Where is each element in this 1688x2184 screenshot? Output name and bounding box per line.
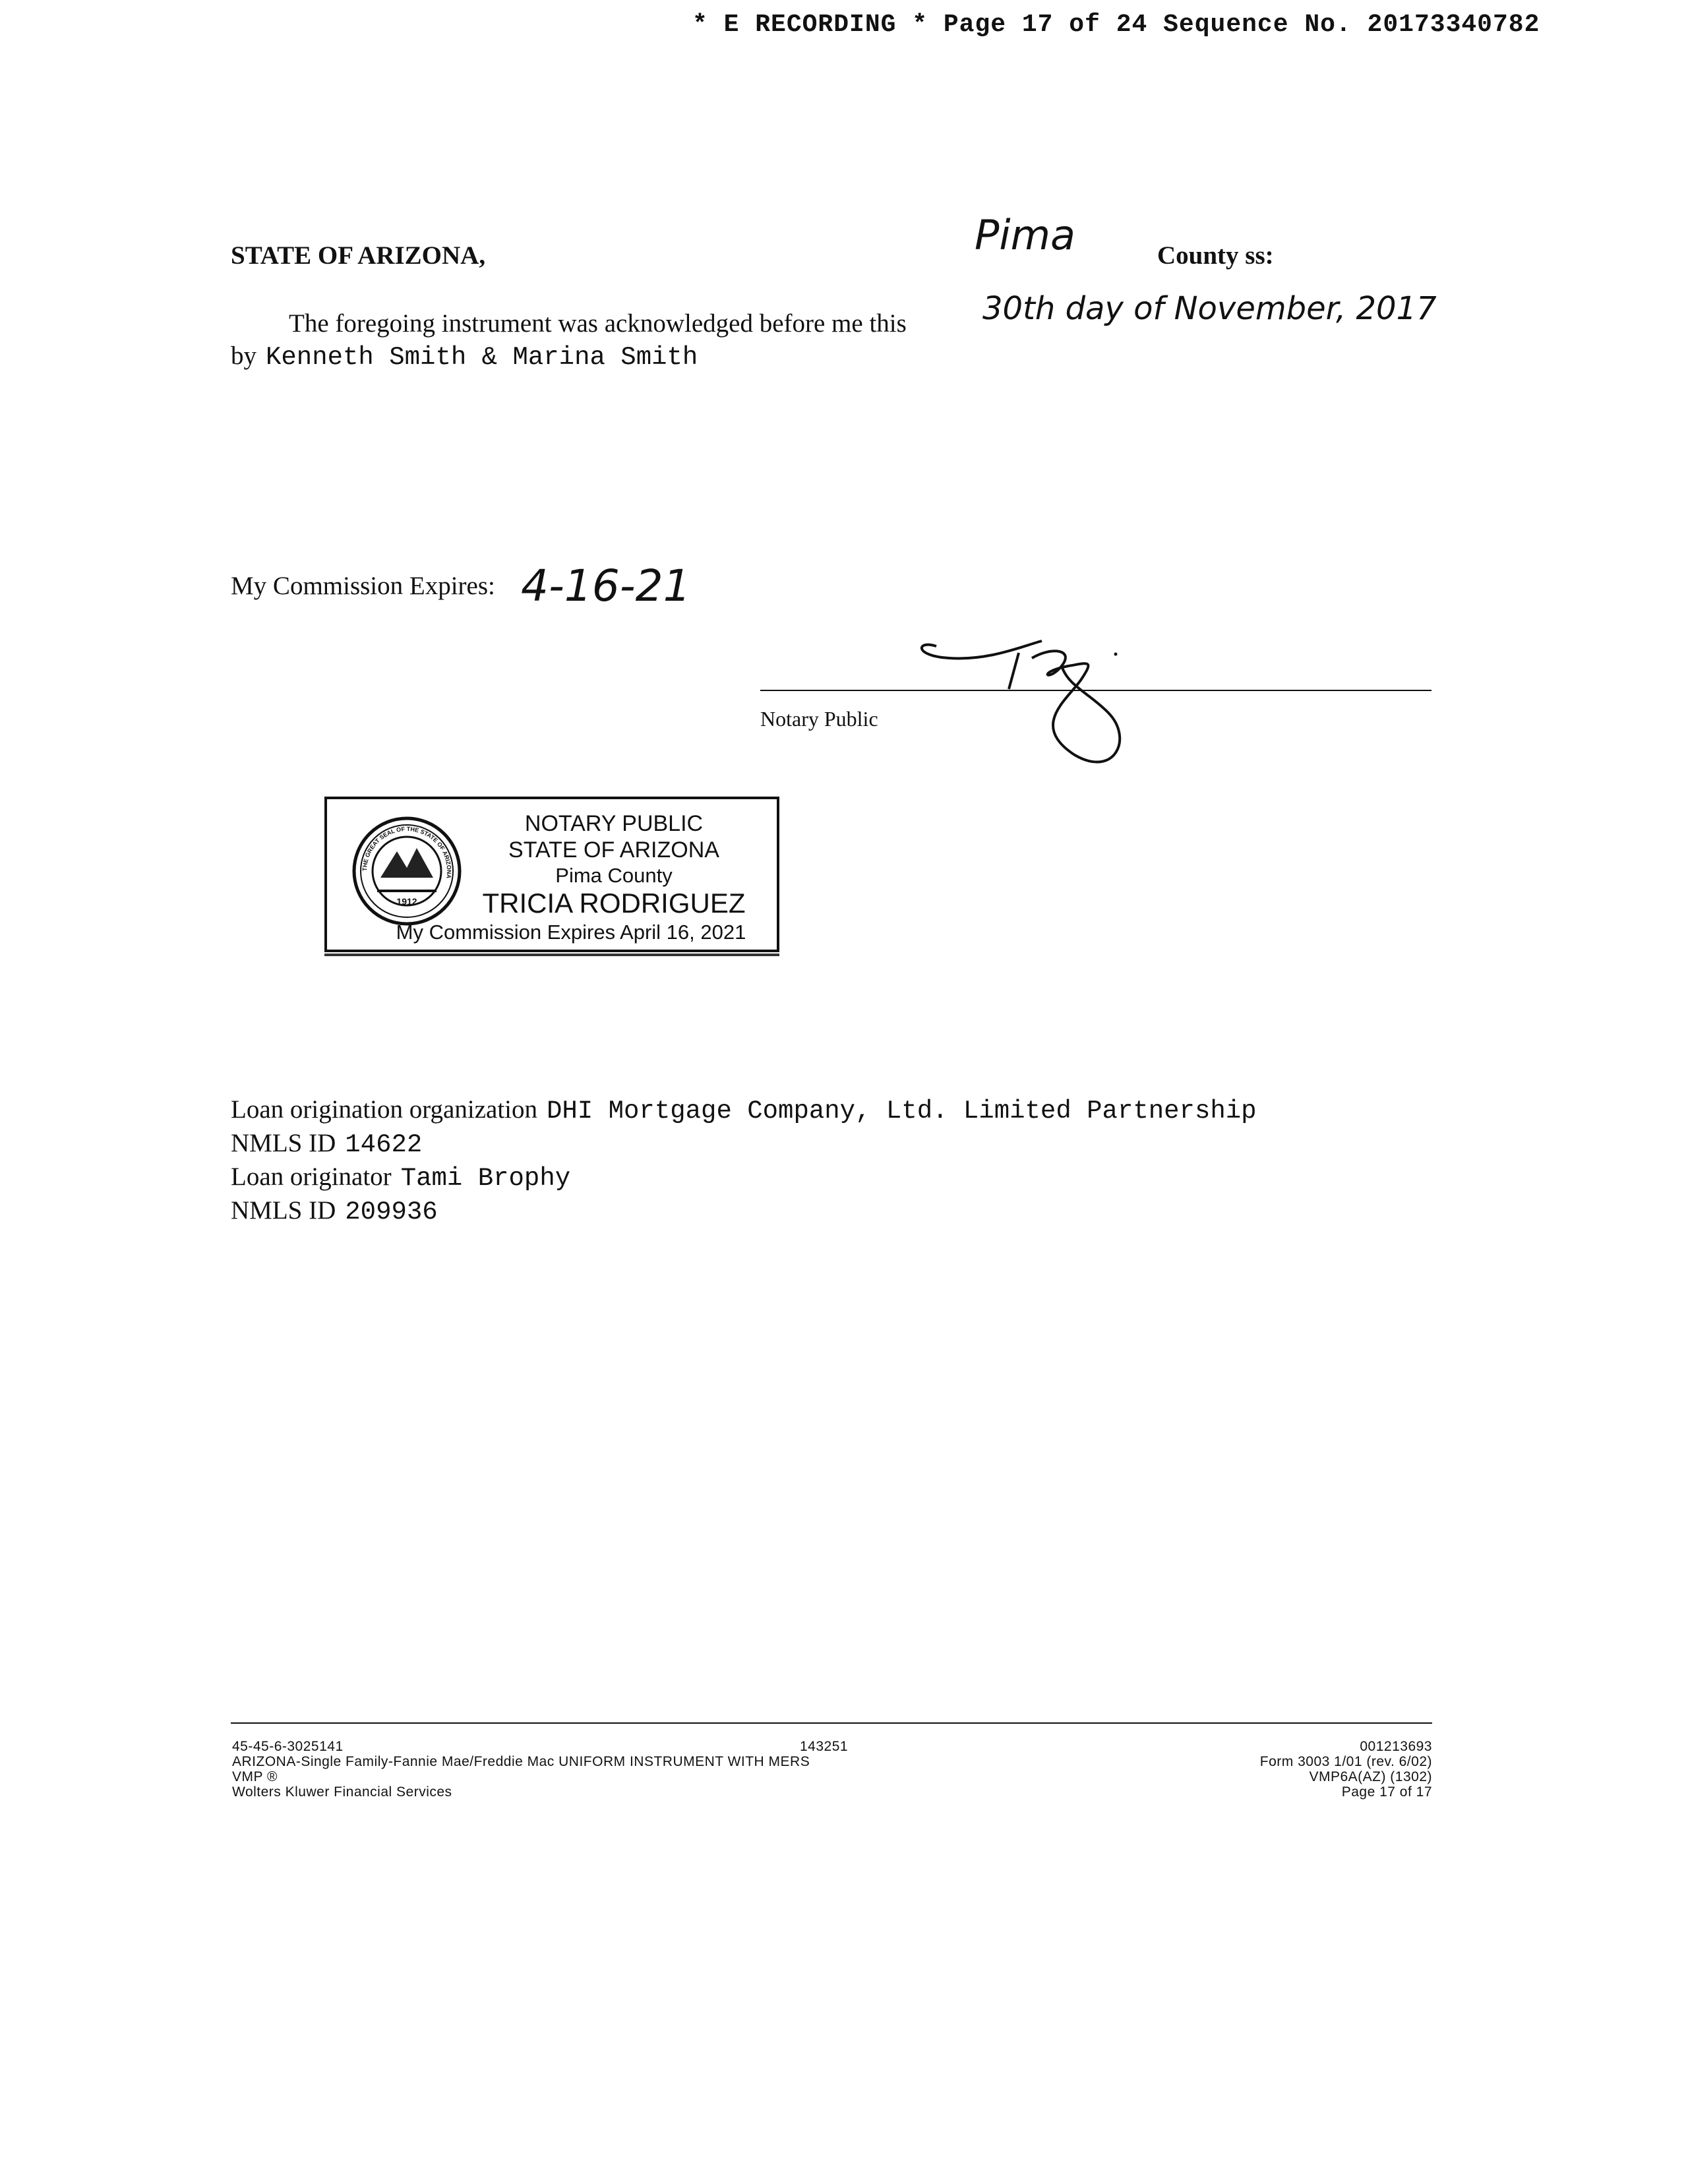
footer-loan-number: 001213693 (1360, 1739, 1432, 1754)
acknowledgment-date-handwritten: 30th day of November, 2017 (982, 290, 1437, 327)
footer-form-number: Form 3003 1/01 (rev. 6/02) (1259, 1754, 1432, 1769)
loan-origination-organization (231, 1095, 1257, 1126)
acknowledgment-text: The foregoing instrument was acknowledged before me this (289, 309, 907, 338)
commission-date-handwritten: 4-16-21 (521, 561, 691, 611)
org-nmls-label: NMLS ID (231, 1129, 336, 1157)
svg-text:1912: 1912 (396, 896, 417, 907)
commission-expires-label: My Commission Expires: (231, 572, 495, 600)
footer-vmp: VMP ® (232, 1769, 278, 1784)
footer-form-name: ARIZONA-Single Family-Fannie Mae/Freddie Mac UNIFORM INSTRUMENT WITH MERS (232, 1754, 810, 1769)
footer-doc-number: 143251 (800, 1739, 849, 1754)
footer-vmp-code: VMP6A(AZ) (1302) (1309, 1769, 1432, 1784)
svg-text:THE GREAT SEAL OF THE STATE OF: THE GREAT SEAL OF THE STATE OF ARIZONA (361, 825, 453, 879)
loan-org-value: DHI Mortgage Company, Ltd. Limited Partnership (547, 1097, 1257, 1126)
signer-names: Kenneth Smith & Marina Smith (266, 343, 698, 372)
footer-code: 45-45-6-3025141 (232, 1739, 344, 1754)
stamp-commission-expires: My Commission Expires April 16, 2021 (396, 921, 746, 944)
footer-rule (231, 1722, 1432, 1724)
originator-nmls-value: 209936 (345, 1198, 438, 1227)
loan-originator (231, 1162, 570, 1193)
loan-originator-label: Loan originator (231, 1163, 392, 1191)
stamp-notary-name: TRICIA RODRIGUEZ (482, 888, 746, 919)
org-nmls-value: 14622 (345, 1130, 423, 1159)
acknowledged-by-line (231, 341, 698, 372)
arizona-state-seal (351, 815, 463, 927)
state-label: STATE OF ARIZONA, (231, 241, 486, 270)
stamp-state: STATE OF ARIZONA (508, 837, 719, 863)
originator-nmls-label: NMLS ID (231, 1196, 336, 1225)
loan-org-label: Loan origination organization (231, 1095, 537, 1124)
notary-public-label: Notary Public (760, 707, 878, 731)
footer-page-number: Page 17 of 17 (1341, 1784, 1432, 1800)
originator-nmls-id (231, 1196, 438, 1227)
county-handwritten: Pima (975, 211, 1076, 259)
footer-publisher: Wolters Kluwer Financial Services (232, 1784, 452, 1800)
stamp-county: Pima County (555, 864, 673, 887)
stamp-title: NOTARY PUBLIC (524, 811, 704, 836)
recording-header: * E RECORDING * Page 17 of 24 Sequence No. 20173340782 (692, 11, 1540, 39)
by-prefix: by (231, 342, 256, 370)
notary-signature (910, 626, 1187, 772)
loan-originator-value: Tami Brophy (400, 1164, 571, 1193)
org-nmls-id (231, 1128, 422, 1159)
notary-stamp (324, 797, 779, 952)
county-label: County ss: (1157, 241, 1274, 270)
